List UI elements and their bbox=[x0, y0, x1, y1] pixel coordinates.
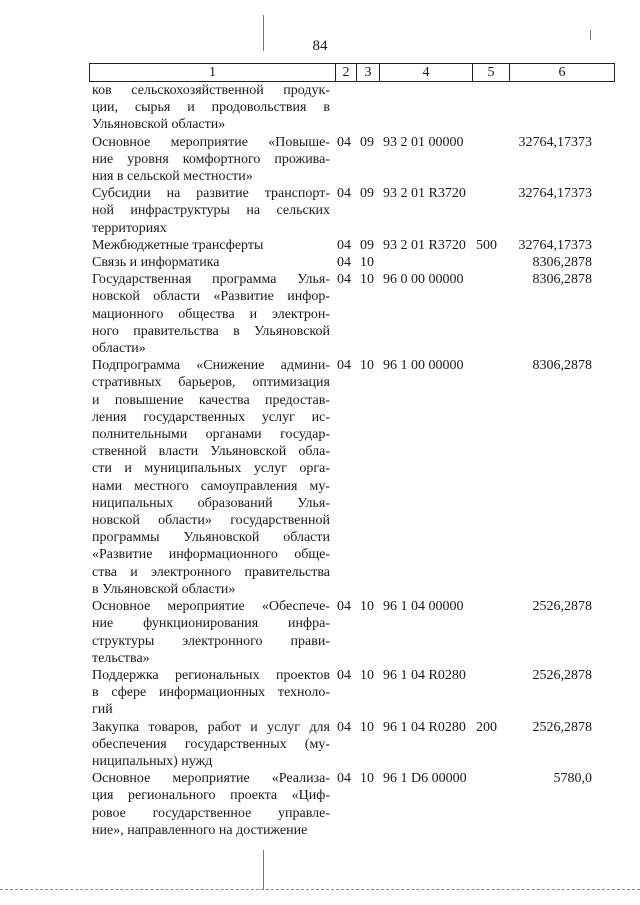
scan-mark bbox=[590, 30, 591, 40]
table-row bbox=[0, 237, 640, 254]
subsection-code: 10 bbox=[360, 358, 374, 374]
table-row bbox=[0, 598, 640, 667]
description-line: ственной власти Ульяновской обла- bbox=[92, 444, 330, 460]
description-line: новской области» государственной bbox=[92, 513, 330, 529]
amount: 2526,2878 bbox=[532, 719, 592, 735]
row-description bbox=[92, 82, 330, 134]
amount: 32764,17373 bbox=[518, 134, 592, 150]
amount: 8306,2878 bbox=[532, 272, 592, 288]
table-row bbox=[0, 82, 640, 134]
row-description bbox=[92, 770, 330, 839]
row-description bbox=[92, 185, 330, 237]
target-article-code: 96 1 04 R0280 bbox=[383, 719, 466, 735]
table-row bbox=[0, 770, 640, 839]
description-line: полнительными органами государ- bbox=[92, 427, 330, 443]
amount: 8306,2878 bbox=[532, 358, 592, 374]
description-line: Межбюджетные трансферты bbox=[92, 237, 264, 253]
subsection-code: 10 bbox=[360, 272, 374, 288]
header-col-2: 2 bbox=[336, 64, 357, 82]
amount: 2526,2878 bbox=[532, 599, 592, 615]
description-line: ления государственных услуг ис- bbox=[92, 409, 330, 425]
subsection-code: 09 bbox=[360, 134, 374, 150]
target-article-code: 93 2 01 R3720 bbox=[383, 186, 466, 202]
description-line: ства и электронного правительства bbox=[92, 564, 330, 580]
target-article-code: 93 2 01 00000 bbox=[383, 134, 464, 150]
subsection-code: 10 bbox=[360, 771, 374, 787]
section-code: 04 bbox=[337, 599, 351, 615]
description-line: ниципальных) нужд bbox=[92, 753, 213, 769]
row-description bbox=[92, 357, 330, 598]
scan-mark bbox=[263, 15, 264, 51]
table-row bbox=[0, 134, 640, 186]
section-code: 04 bbox=[337, 358, 351, 374]
description-line: области» bbox=[92, 341, 146, 357]
table-row bbox=[0, 185, 640, 237]
description-line: Государственная программа Улья- bbox=[92, 272, 330, 288]
description-line: ние», направленного на достижение bbox=[92, 822, 308, 838]
description-line: обеспечения государственных (му- bbox=[92, 736, 330, 752]
expense-type-code: 500 bbox=[476, 237, 497, 253]
target-article-code: 96 1 00 00000 bbox=[383, 358, 464, 374]
section-code: 04 bbox=[337, 272, 351, 288]
description-line: Поддержка региональных проектов bbox=[92, 667, 330, 683]
section-code: 04 bbox=[337, 237, 351, 253]
target-article-code: 96 1 04 R0280 bbox=[383, 667, 466, 683]
table-row bbox=[0, 719, 640, 771]
header-col-3: 3 bbox=[357, 64, 380, 82]
description-line: ция регионального проекта «Циф- bbox=[92, 788, 330, 804]
subsection-code: 09 bbox=[360, 237, 374, 253]
table-body bbox=[0, 82, 640, 839]
amount: 2526,2878 bbox=[532, 667, 592, 683]
section-code: 04 bbox=[337, 134, 351, 150]
target-article-code: 93 2 01 R3720 bbox=[383, 237, 466, 253]
target-article-code: 96 1 D6 00000 bbox=[383, 771, 467, 787]
row-description bbox=[92, 134, 330, 186]
description-line: «Развитие информационного обще- bbox=[92, 547, 330, 563]
amount: 8306,2878 bbox=[532, 255, 592, 271]
section-code: 04 bbox=[337, 667, 351, 683]
subsection-code: 10 bbox=[360, 719, 374, 735]
table-row bbox=[0, 271, 640, 357]
description-line: тельства» bbox=[92, 650, 150, 666]
description-line: Основное мероприятие «Реализа- bbox=[92, 771, 330, 787]
header-col-1: 1 bbox=[90, 64, 336, 82]
row-description bbox=[92, 667, 330, 719]
description-line: в Ульяновской области» bbox=[92, 581, 236, 597]
description-line: гий bbox=[92, 702, 113, 718]
description-line: ние функционирования инфра- bbox=[92, 616, 330, 632]
description-line: Основное мероприятие «Повыше- bbox=[92, 134, 330, 150]
section-code: 04 bbox=[337, 186, 351, 202]
description-line: Закупка товаров, работ и услуг для bbox=[92, 719, 330, 735]
header-col-5: 5 bbox=[473, 64, 510, 82]
row-description bbox=[92, 254, 330, 271]
description-line: Ульяновской области» bbox=[92, 117, 226, 133]
description-line: нами местного самоуправления му- bbox=[92, 478, 330, 494]
row-description bbox=[92, 271, 330, 357]
description-line: Основное мероприятие «Обеспече- bbox=[92, 599, 330, 615]
description-line: новской области «Развитие инфор- bbox=[92, 289, 330, 305]
subsection-code: 09 bbox=[360, 186, 374, 202]
description-line: ции, сырья и продовольствия в bbox=[92, 100, 330, 116]
description-line: ков сельскохозяйственной продук- bbox=[92, 83, 330, 98]
description-line: ниципальных образований Улья- bbox=[92, 495, 330, 511]
row-description bbox=[92, 719, 330, 771]
description-line: Связь и информатика bbox=[92, 255, 220, 271]
description-line: программы Ульяновской области bbox=[92, 530, 330, 546]
description-line: Подпрограмма «Снижение админи- bbox=[92, 358, 330, 374]
page-bottom-edge bbox=[0, 889, 640, 891]
scan-mark bbox=[263, 850, 264, 890]
description-line: мационного общества и электрон- bbox=[92, 306, 330, 322]
target-article-code: 96 1 04 00000 bbox=[383, 599, 464, 615]
header-col-6: 6 bbox=[510, 64, 615, 82]
table-row bbox=[0, 357, 640, 598]
description-line: сти и муниципальных услуг орга- bbox=[92, 461, 330, 477]
section-code: 04 bbox=[337, 255, 351, 271]
table-row bbox=[0, 667, 640, 719]
description-line: ние уровня комфортного прожива- bbox=[92, 151, 330, 167]
description-line: Субсидии на развитие транспорт- bbox=[92, 186, 330, 202]
amount: 32764,17373 bbox=[518, 186, 592, 202]
amount: 5780,0 bbox=[553, 771, 592, 787]
target-article-code: 96 0 00 00000 bbox=[383, 272, 464, 288]
subsection-code: 10 bbox=[360, 667, 374, 683]
description-line: ровое государственное управле- bbox=[92, 805, 330, 821]
subsection-code: 10 bbox=[360, 599, 374, 615]
page-number: 84 bbox=[312, 38, 328, 54]
description-line: ного правительства в Ульяновской bbox=[92, 323, 330, 339]
description-line: ной инфраструктуры на сельских bbox=[92, 203, 330, 219]
expense-type-code: 200 bbox=[476, 719, 497, 735]
description-line: стративных барьеров, оптимизация bbox=[92, 375, 330, 391]
section-code: 04 bbox=[337, 771, 351, 787]
description-line: территориях bbox=[92, 220, 167, 236]
table-header bbox=[89, 63, 615, 82]
description-line: ния в сельской местности» bbox=[92, 169, 253, 185]
subsection-code: 10 bbox=[360, 255, 374, 271]
description-line: в сфере информационных техноло- bbox=[92, 685, 330, 701]
header-col-4: 4 bbox=[380, 64, 473, 82]
amount: 32764,17373 bbox=[518, 237, 592, 253]
description-line: структуры электронного прави- bbox=[92, 633, 330, 649]
table-row bbox=[0, 254, 640, 271]
row-description bbox=[92, 598, 330, 667]
description-line: и повышение качества предостав- bbox=[92, 392, 330, 408]
row-description bbox=[92, 237, 330, 254]
section-code: 04 bbox=[337, 719, 351, 735]
